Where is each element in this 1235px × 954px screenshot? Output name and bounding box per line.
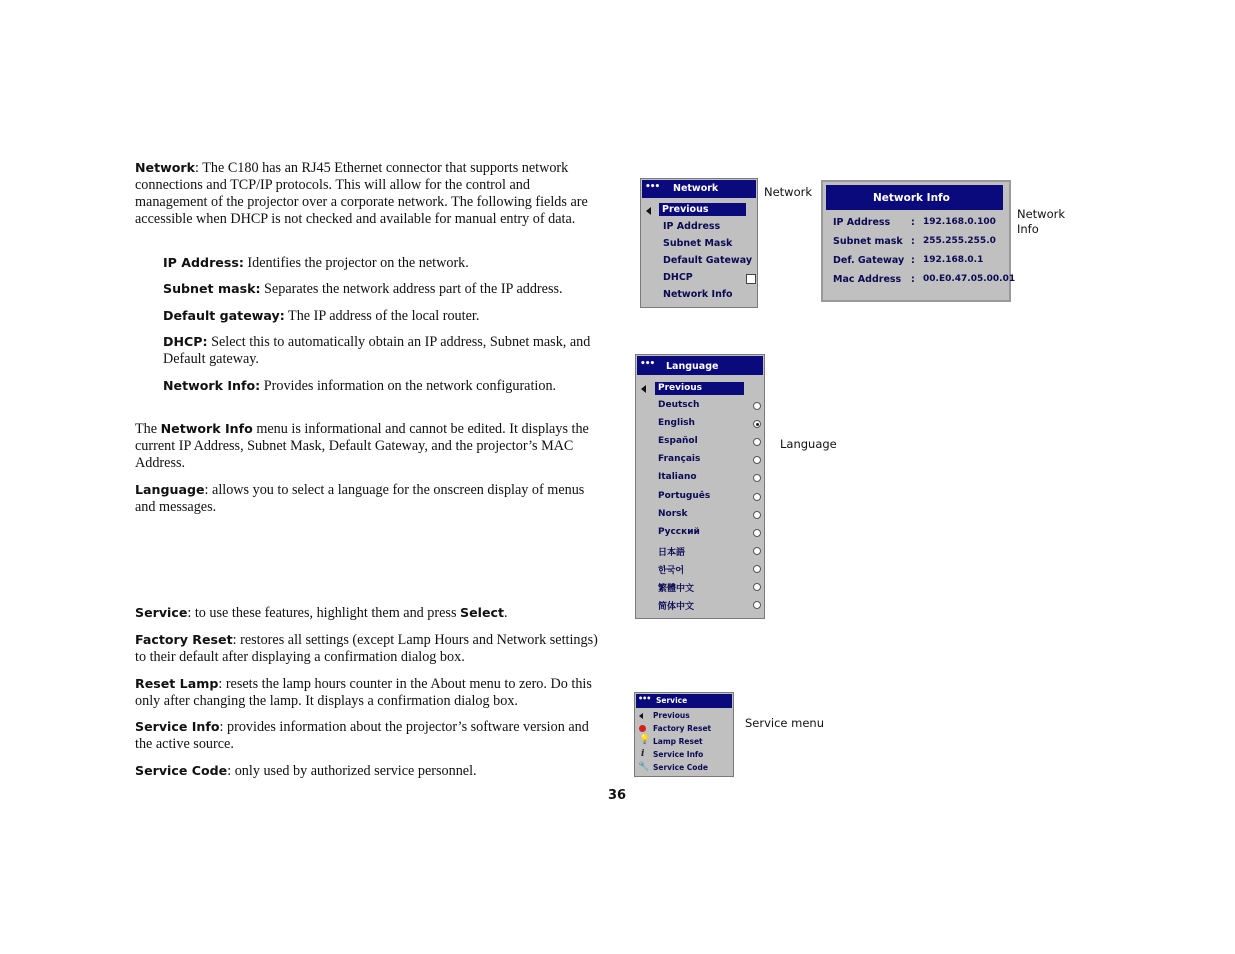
menu-dots-icon: ••• <box>645 182 660 192</box>
service-paragraph: Service: to use these features, highlight them and press Select. <box>135 605 508 621</box>
red-dot-icon <box>639 725 646 732</box>
language-radio[interactable] <box>753 583 761 591</box>
language-item[interactable]: 日本語 <box>658 547 686 558</box>
field-dhcp: DHCP: Select this to automatically obtain an IP address, Subnet mask, and Default gateway. <box>163 334 591 367</box>
language-item[interactable]: Norsk <box>658 508 688 519</box>
language-menu <box>635 354 765 619</box>
network-item-previous[interactable]: Previous <box>659 203 746 216</box>
service-item-service-code[interactable]: Service Code <box>653 763 708 772</box>
service-item-lamp-reset[interactable]: Lamp Reset <box>653 737 703 746</box>
page-number: 36 <box>607 788 627 803</box>
language-item[interactable]: Italiano <box>658 472 697 483</box>
language-item[interactable]: English <box>658 418 695 429</box>
language-radio[interactable] <box>753 529 761 537</box>
language-radio[interactable] <box>753 601 761 609</box>
service-info-paragraph: Service Info: provides information about the projector’s software version and the active source. <box>135 719 589 752</box>
network-paragraph <box>135 159 605 228</box>
ni-value-mac: 00.E0.47.05.00.01 <box>923 274 1016 284</box>
field-default-gateway: Default gateway: The IP address of the local router. <box>163 308 480 324</box>
field-ip-address: IP Address: Identifies the projector on the network. <box>163 255 469 271</box>
ni-label-gateway: Def. Gateway <box>833 255 905 266</box>
network-item-default-gateway[interactable]: Default Gateway <box>663 255 753 266</box>
network-item-network-info[interactable]: Network Info <box>663 289 733 300</box>
lamp-icon: 💡 <box>639 735 651 745</box>
service-item-service-info[interactable]: Service Info <box>653 750 704 759</box>
language-item[interactable]: 简体中文 <box>658 602 695 613</box>
language-item[interactable]: Français <box>658 454 701 465</box>
reset-lamp-paragraph: Reset Lamp: resets the lamp hours counter in the About menu to zero. Do this only after changing the lamp. It displays a confirmation dialog box. <box>135 676 592 709</box>
network-item-ip-address[interactable]: IP Address <box>663 221 721 232</box>
language-item[interactable]: 繁體中文 <box>658 584 695 594</box>
wrench-icon: 🔧 <box>638 762 650 772</box>
language-radio[interactable] <box>753 474 761 482</box>
language-radio[interactable] <box>753 438 761 446</box>
ni-value-gateway: 192.168.0.1 <box>923 255 984 265</box>
ni-value-ip: 192.168.0.100 <box>923 217 996 227</box>
language-item[interactable]: Русский <box>658 526 700 537</box>
service-code-paragraph: Service Code: only used by authorized service personnel. <box>135 763 477 779</box>
network-info-panel: Network Info IP Address : 192.168.0.100 Subnet mask : 255.255.255.0 Def. Gateway : 192.168.0.1 Mac Address : 00.E0.47.05.00.01 <box>821 180 1011 302</box>
network-caption: Network <box>764 185 813 199</box>
ni-value-subnet: 255.255.255.0 <box>923 236 996 246</box>
language-radio[interactable] <box>753 565 761 573</box>
network-text: : The C180 has an RJ45 Ethernet connector that supports network connections and TCP/IP protocols. This will allow for the control and management of the projector over a corporate network. The following fields are accessible when DHCP is not checked and available for manual entry of data. <box>135 160 588 227</box>
language-radio[interactable] <box>753 547 761 555</box>
language-item[interactable]: 한국어 <box>658 565 685 576</box>
language-item-previous[interactable]: Previous <box>655 382 744 395</box>
network-info-paragraph: The Network Info menu is informational and cannot be edited. It displays the current IP Address, Subnet Mask, Default Gateway, and the projector’s MAC Address. <box>135 421 589 471</box>
field-network-info: Network Info: Provides information on the network configuration. <box>163 378 557 394</box>
service-caption: Service menu <box>745 716 825 730</box>
language-item[interactable]: Português <box>658 490 711 501</box>
language-menu-title: Language <box>666 361 719 372</box>
ni-label-ip: IP Address <box>833 217 891 228</box>
network-item-subnet-mask[interactable]: Subnet Mask <box>663 238 733 249</box>
language-radio[interactable] <box>753 456 761 464</box>
language-item[interactable]: Deutsch <box>658 400 700 410</box>
language-item[interactable]: Español <box>658 436 698 447</box>
service-item-previous[interactable]: Previous <box>653 711 690 720</box>
network-term: Network <box>135 160 195 175</box>
network-info-title: Network Info <box>873 192 950 204</box>
service-menu <box>634 692 734 777</box>
factory-reset-paragraph: Factory Reset: restores all settings (except Lamp Hours and Network settings) to their default after displaying a confirmation dialog box. <box>135 632 598 665</box>
network-item-dhcp[interactable]: DHCP <box>663 272 693 283</box>
back-arrow-icon[interactable] <box>646 207 651 215</box>
language-menu-header <box>637 356 763 375</box>
service-menu-title: Service <box>656 696 688 705</box>
language-radio[interactable] <box>753 402 761 410</box>
network-menu <box>640 178 758 308</box>
language-paragraph: Language: allows you to select a language for the onscreen display of menus and messages. <box>135 482 585 515</box>
network-menu-header <box>642 180 756 198</box>
network-info-caption: Network Info <box>1017 207 1066 236</box>
back-arrow-icon[interactable] <box>641 385 646 393</box>
ni-label-subnet: Subnet mask <box>833 236 903 247</box>
menu-dots-icon: ••• <box>638 694 651 703</box>
language-radio[interactable] <box>753 420 761 428</box>
network-menu-title: Network <box>673 183 719 194</box>
ni-label-mac: Mac Address <box>833 274 902 285</box>
network-info-header <box>826 185 1003 210</box>
service-menu-header <box>636 694 732 708</box>
dhcp-checkbox[interactable] <box>746 274 756 284</box>
menu-dots-icon: ••• <box>640 359 655 369</box>
field-subnet-mask: Subnet mask: Separates the network address part of the IP address. <box>163 281 563 297</box>
language-radio[interactable] <box>753 493 761 501</box>
back-arrow-icon[interactable] <box>639 713 643 719</box>
language-caption: Language <box>780 437 837 451</box>
info-icon: i <box>641 749 645 759</box>
language-radio[interactable] <box>753 511 761 519</box>
service-item-factory-reset[interactable]: Factory Reset <box>653 724 712 733</box>
